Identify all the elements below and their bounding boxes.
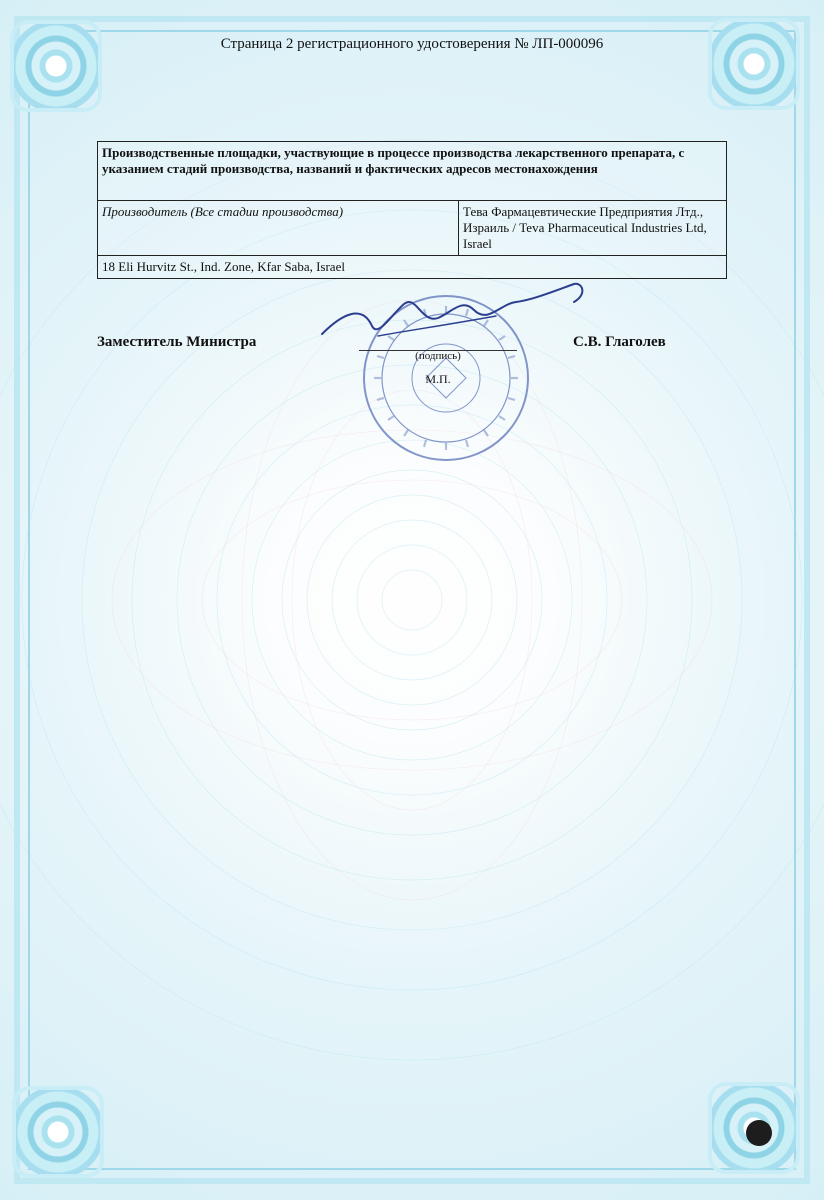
manufacturing-sites-table: [97, 141, 727, 279]
manufacturer-company: Тева Фармацевтические Предприятия Лтд., Израиль / Teva Pharmaceutical Industries Ltd, Israel: [459, 201, 727, 256]
manufacturer-address: 18 Eli Hurvitz St., Ind. Zone, Kfar Saba, Israel: [98, 256, 727, 279]
signature-caption: (подпись): [415, 350, 461, 362]
corner-rosette-bottom-left: [12, 1086, 104, 1178]
stamp-caption: М.П.: [425, 372, 451, 386]
official-title: Заместитель Министра: [97, 334, 257, 350]
corner-rosette-top-left: [10, 20, 102, 112]
corner-rosette-top-right: [708, 18, 800, 110]
punch-hole: [746, 1120, 772, 1146]
table-heading: Производственные площадки, участвующие в процессе производства лекарственного препарата, с указанием стадий производства, названий и фактических адресов местонахождения: [98, 142, 727, 201]
manufacturer-role: Производитель (Все стадии производства): [98, 201, 459, 256]
page-title: Страница 2 регистрационного удостоверения № ЛП-000096: [220, 36, 604, 52]
official-name: С.В. Глаголев: [573, 334, 666, 350]
signature-block: [97, 320, 727, 480]
table-header-row: [98, 142, 727, 201]
table-row: [98, 201, 727, 256]
